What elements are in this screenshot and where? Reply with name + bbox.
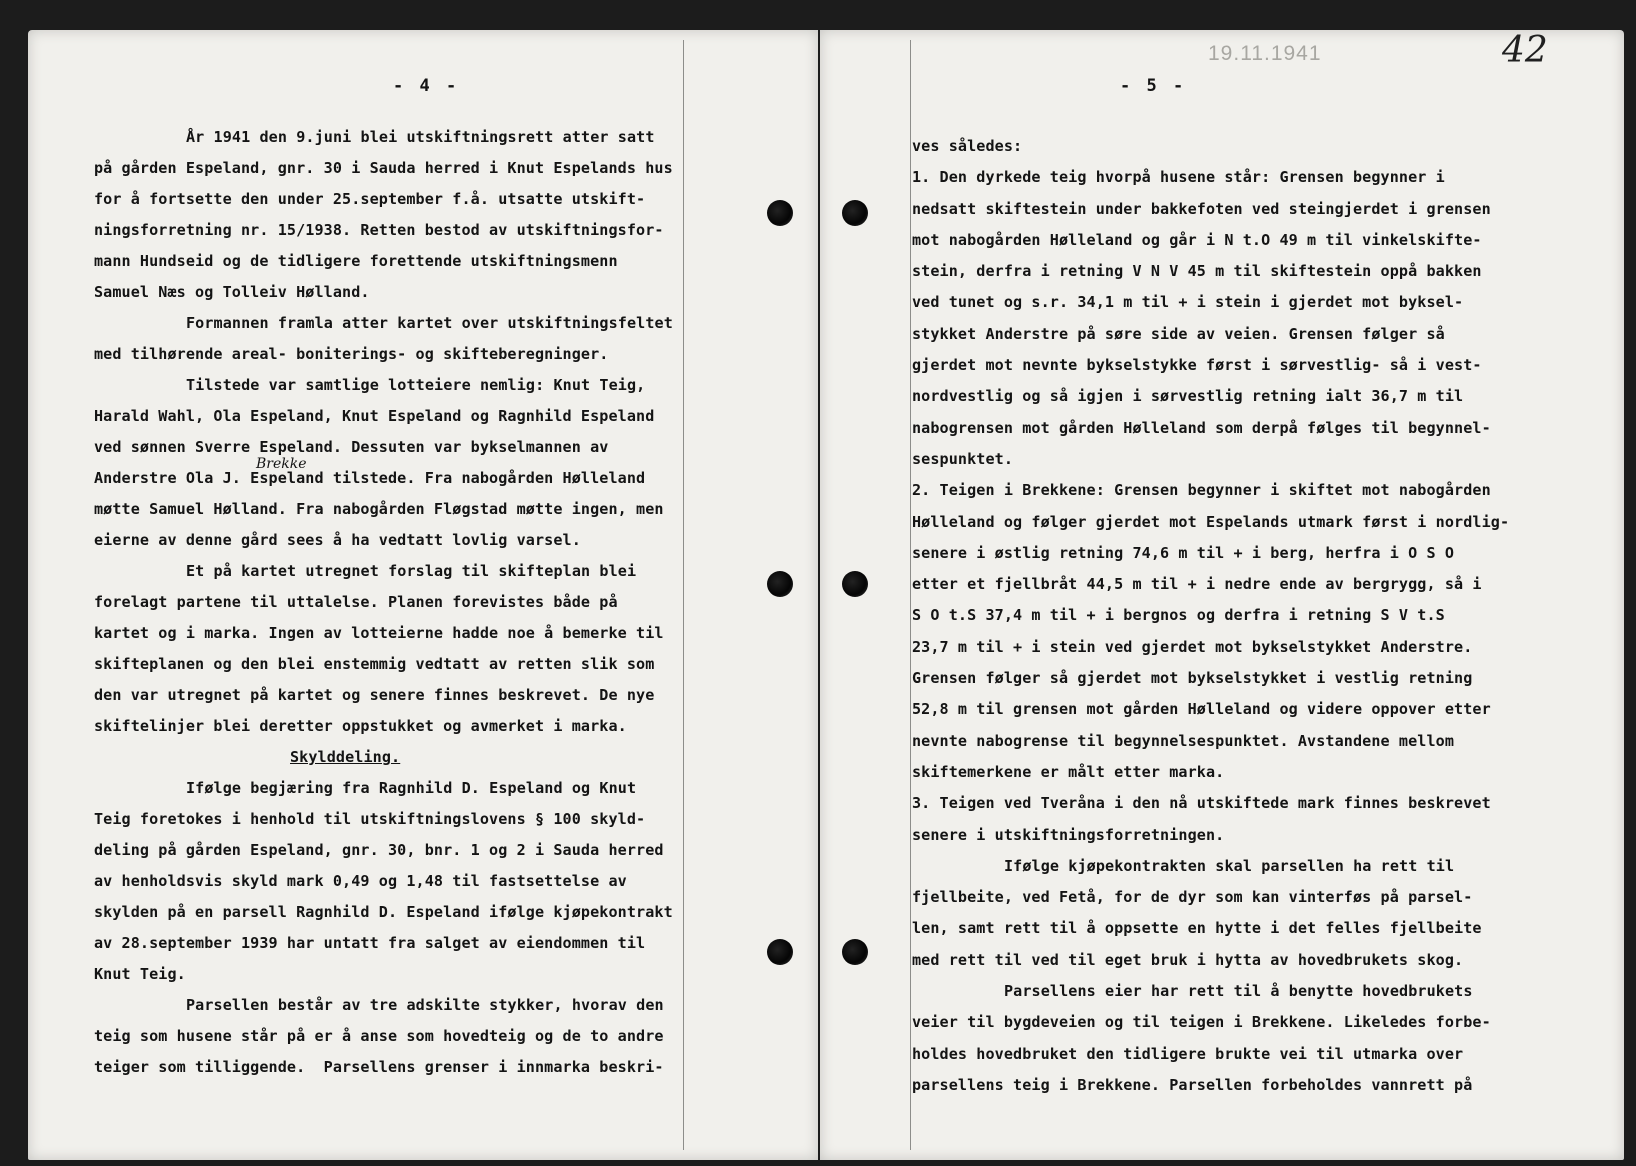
text-line: teiger som tilliggende. Parsellens grenser i innmarka beskri- [94,1058,664,1076]
text-line: Hølleland og følger gjerdet mot Espelands utmark først i nordlig- [912,512,1510,531]
page-body [912,131,1510,1101]
text-line: sespunktet. [912,449,1014,468]
text-line: skifteplanen og den blei enstemmig vedtatt av retten slik som [94,655,655,673]
text-line: Anderstre Ola J. Espeland tilstede. Fra nabogården Hølleland [94,469,646,487]
text-line: på gården Espeland, gnr. 30 i Sauda herred i Knut Espelands hus [94,159,673,177]
text-line: skiftemerkene er målt etter marka. [912,762,1225,781]
text-line: veier til bygdeveien og til teigen i Brekkene. Likeledes forbe- [912,1013,1491,1032]
text-line: mann Hundseid og de tidligere forettende utskiftningsmenn [94,252,618,270]
date-stamp: 19.11.1941 [1208,42,1322,65]
text-line: Harald Wahl, Ola Espeland, Knut Espeland og Ragnhild Espeland [94,407,655,425]
margin-rule [910,40,911,1150]
text-line: nabogrensen mot gården Hølleland som derpå følges til begynnel- [912,418,1491,437]
text-line: ved sønnen Sverre Espeland. Dessuten var bykselmannen av [94,438,609,456]
text-line: ved tunet og s.r. 34,1 m til + i stein i gjerdet mot byksel- [912,293,1464,312]
left-page [28,30,818,1160]
text-line: 52,8 m til grensen mot gården Hølleland og videre oppover etter [912,700,1491,719]
text-line: Teig foretokes i henhold til utskiftningslovens § 100 skyld- [94,810,646,828]
text-line: Grensen følger så gjerdet mot bykselstykket i vestlig retning [912,669,1473,688]
text-line: S O t.S 37,4 m til + i bergnos og derfra i retning S V t.S [912,606,1445,625]
page-number: - 4 - [393,76,460,96]
binding-hole-icon [767,571,793,597]
text-line: parsellens teig i Brekkene. Parsellen forbeholdes vannrett på [912,1075,1473,1094]
text-line: av henholdsvis skyld mark 0,49 og 1,48 til fastsettelse av [94,872,627,890]
text-line: senere i østlig retning 74,6 m til + i berg, herfra i O S O [912,543,1455,562]
text-line: Formannen framla atter kartet over utskiftningsfeltet [186,314,673,332]
binding-hole-icon [767,939,793,965]
text-line: mot nabogården Hølleland og går i N t.O 49 m til vinkelskifte- [912,230,1482,249]
text-line: Samuel Næs og Tolleiv Hølland. [94,283,370,301]
text-line: eierne av denne gård sees å ha vedtatt lovlig varsel. [94,531,581,549]
handwritten-annotation: Brekke [256,456,307,472]
text-line: ningsforretning nr. 15/1938. Retten bestod av utskiftningsfor- [94,221,664,239]
text-line: 23,7 m til + i stein ved gjerdet mot bykselstykket Anderstre. [912,637,1473,656]
text-line: forelagt partene til uttalelse. Planen forevistes både på [94,593,618,611]
text-line: av 28.september 1939 har untatt fra salget av eiendommen til [94,934,646,952]
binding-hole-icon [767,200,793,226]
text-line: len, samt rett til å oppsette en hytte i det felles fjellbeite [912,919,1482,938]
text-line: Parsellen består av tre adskilte stykker, hvorav den [186,996,664,1014]
text-line: etter et fjellbråt 44,5 m til + i nedre ende av bergrygg, så i [912,575,1482,594]
section-heading: Skylddeling. [290,748,401,766]
binding-hole-icon [842,571,868,597]
text-line: skiftelinjer blei deretter oppstukket og avmerket i marka. [94,717,627,735]
text-line: Parsellens eier har rett til å benytte hovedbrukets [1004,982,1473,1001]
text-line: ves således: [912,137,1023,155]
text-line: den var utregnet på kartet og senere finnes beskrevet. De nye [94,686,655,704]
text-line: Ifølge begjæring fra Ragnhild D. Espeland og Knut [186,779,637,797]
text-line: fjellbeite, ved Fetå, for de dyr som kan vinterføs på parsel- [912,888,1473,907]
text-line: År 1941 den 9.juni blei utskiftningsrett atter satt [186,128,655,146]
text-line: for å fortsette den under 25.september f.å. utsatte utskift- [94,190,646,208]
text-line: deling på gården Espeland, gnr. 30, bnr. 1 og 2 i Sauda herred [94,841,664,859]
folio-number: 42 [1502,30,1548,71]
text-line: Knut Teig. [94,965,186,983]
text-line: møtte Samuel Hølland. Fra nabogården Fløgstad møtte ingen, men [94,500,664,518]
text-line: stein, derfra i retning V N V 45 m til skiftestein oppå bakken [912,262,1482,281]
text-line: 1. Den dyrkede teig hvorpå husene står: Grensen begynner i [912,168,1445,187]
binding-hole-icon [842,939,868,965]
text-line: Ifølge kjøpekontrakten skal parsellen ha rett til [1004,856,1455,875]
text-line: stykket Anderstre på søre side av veien. Grensen følger så [912,324,1445,343]
text-line: nevnte nabogrense til begynnelsespunktet. Avstandene mellom [912,731,1455,750]
text-line: nordvestlig og så igjen i sørvestlig retning ialt 36,7 m til [912,387,1464,406]
text-line: kartet og i marka. Ingen av lotteierne hadde noe å bemerke til [94,624,664,642]
right-page [820,30,1624,1160]
text-line: gjerdet mot nevnte bykselstykke først i sørvestlig- så i vest- [912,356,1482,375]
text-line: holdes hovedbruket den tidligere brukte vei til utmarka over [912,1044,1464,1063]
text-line: 3. Teigen ved Tverånа i den nå utskiftede mark finnes beskrevet [912,794,1491,813]
text-line: med tilhørende areal- boniterings- og skifteberegninger. [94,345,609,363]
text-line: med rett til ved til eget bruk i hytta av hovedbrukets skog. [912,950,1464,969]
text-line: 2. Teigen i Brekkene: Grensen begynner i skiftet mot nabogården [912,481,1491,500]
text-line: Et på kartet utregnet forslag til skifteplan blei [186,562,637,580]
page-body [94,122,694,1083]
text-line: nedsatt skiftestein under bakkefoten ved steingjerdet i grensen [912,199,1491,218]
text-line: senere i utskiftningsforretningen. [912,825,1225,844]
text-line: teig som husene står på er å anse som hovedteig og de to andre [94,1027,664,1045]
text-line: skylden på en parsell Ragnhild D. Espeland ifølge kjøpekontrakt [94,903,673,921]
text-line: Tilstede var samtlige lotteiere nemlig: Knut Teig, [186,376,646,394]
page-number: - 5 - [1120,76,1187,96]
binding-hole-icon [842,200,868,226]
